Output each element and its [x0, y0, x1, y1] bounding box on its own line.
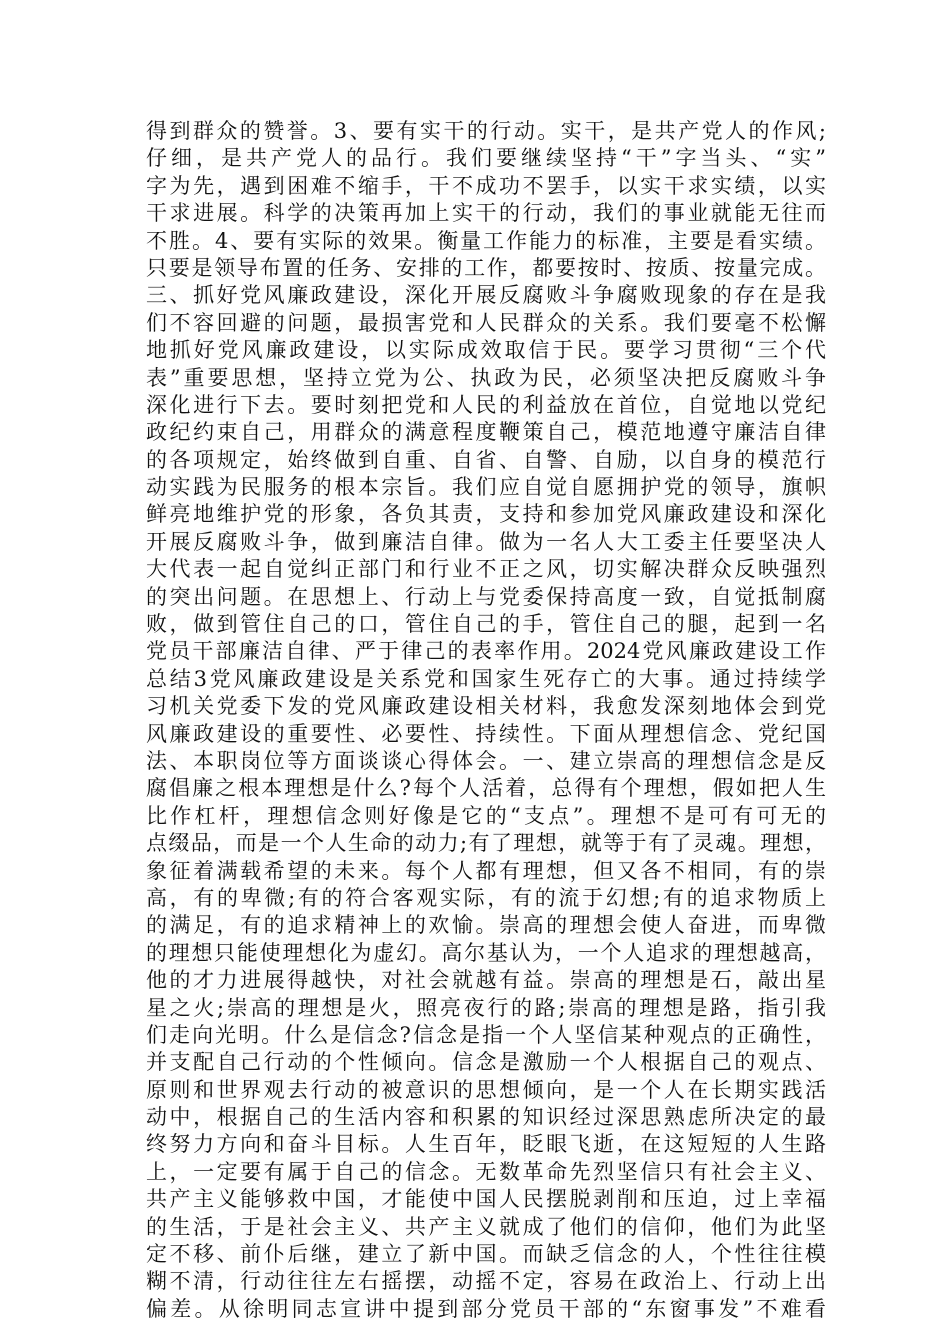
- text-line: 的满足，有的追求精神上的欢愉。崇高的理想会使人奋进，而卑微: [146, 913, 826, 938]
- text-line: 表”重要思想，坚持立党为公、执政为民，必须坚决把反腐败斗争: [146, 365, 826, 390]
- text-line: 动中，根据自己的生活内容和积累的知识经过深思熟虑所决定的最: [146, 1105, 826, 1130]
- text-line: 终努力方向和奋斗目标。人生百年，眨眼飞逝，在这短短的人生路: [146, 1132, 826, 1157]
- text-line: 星之火;崇高的理想是火，照亮夜行的路;崇高的理想是路，指引我: [146, 995, 826, 1020]
- text-line: 地抓好党风廉政建设，以实际成效取信于民。要学习贯彻“三个代: [146, 338, 826, 363]
- text-line: 上，一定要有属于自己的信念。无数革命先烈坚信只有社会主义、: [146, 1159, 826, 1184]
- text-line: 仔细，是共产党人的品行。我们要继续坚持“干”字当头、“实”: [146, 146, 826, 171]
- text-line: 干求进展。科学的决策再加上实干的行动，我们的事业就能无往而: [146, 201, 826, 226]
- text-line: 动实践为民服务的根本宗旨。我们应自觉自愿拥护党的领导，旗帜: [146, 475, 826, 500]
- text-line: 的生活，于是社会主义、共产主义就成了他们的信仰，他们为此坚: [146, 1214, 826, 1239]
- text-line: 定不移、前仆后继，建立了新中国。而缺乏信念的人，个性往往模: [146, 1242, 826, 1267]
- text-line: 点缀品，而是一个人生命的动力;有了理想，就等于有了灵魂。理想，: [146, 831, 826, 856]
- text-line: 并支配自己行动的个性倾向。信念是激励一个人根据自己的观点、: [146, 1050, 826, 1075]
- text-line: 字为先，遇到困难不缩手，干不成功不罢手，以实干求实绩，以实: [146, 173, 826, 198]
- text-line: 偏差。从徐明同志宣讲中提到部分党员干部的“东窗事发”不难看: [146, 1296, 826, 1321]
- text-line: 共产主义能够救中国，才能使中国人民摆脱剥削和压迫，过上幸福: [146, 1187, 826, 1212]
- text-line: 习机关党委下发的党风廉政建设相关材料，我愈发深刻地体会到党: [146, 694, 826, 719]
- text-line: 他的才力进展得越快，对社会就越有益。崇高的理想是石，敲出星: [146, 968, 826, 993]
- text-line: 风廉政建设的重要性、必要性、持续性。下面从理想信念、党纪国: [146, 721, 826, 746]
- text-line: 政纪约束自己，用群众的满意程度鞭策自己，模范地遵守廉洁自律: [146, 420, 826, 445]
- text-line: 三、抓好党风廉政建设，深化开展反腐败斗争腐败现象的存在是我: [146, 283, 826, 308]
- text-line: 比作杠杆，理想信念则好像是它的“支点”。理想不是可有可无的: [146, 803, 826, 828]
- text-line: 的突出问题。在思想上、行动上与党委保持高度一致，自觉抵制腐: [146, 584, 826, 609]
- text-line: 的各项规定，始终做到自重、自省、自警、自励，以自身的模范行: [146, 447, 826, 472]
- text-line: 的理想只能使理想化为虚幻。高尔基认为，一个人追求的理想越高，: [146, 940, 826, 965]
- text-line: 开展反腐败斗争，做到廉洁自律。做为一名人大工委主任要坚决人: [146, 529, 826, 554]
- text-line: 总结3党风廉政建设是关系党和国家生死存亡的大事。通过持续学: [146, 666, 826, 691]
- text-line: 大代表一起自觉纠正部门和行业不正之风，切实解决群众反映强烈: [146, 557, 826, 582]
- body-text: [146, 118, 826, 1323]
- text-line: 不胜。4、要有实际的效果。衡量工作能力的标准，主要是看实绩。: [146, 228, 826, 253]
- text-line: 败，做到管住自己的口，管住自己的手，管住自己的腿，起到一名: [146, 612, 826, 637]
- text-line: 们不容回避的问题，最损害党和人民群众的关系。我们要毫不松懈: [146, 310, 826, 335]
- text-line: 象征着满载希望的未来。每个人都有理想，但又各不相同，有的崇: [146, 858, 826, 883]
- text-line: 腐倡廉之根本理想是什么?每个人活着，总得有个理想，假如把人生: [146, 776, 826, 801]
- text-line: 高，有的卑微;有的符合客观实际，有的流于幻想;有的追求物质上: [146, 885, 826, 910]
- text-line: 党员干部廉洁自律、严于律己的表率作用。2024党风廉政建设工作: [146, 639, 826, 664]
- text-line: 原则和世界观去行动的被意识的思想倾向，是一个人在长期实践活: [146, 1077, 826, 1102]
- text-line: 深化进行下去。要时刻把党和人民的利益放在首位，自觉地以党纪: [146, 392, 826, 417]
- text-line: 糊不清，行动往往左右摇摆，动摇不定，容易在政治上、行动上出: [146, 1269, 826, 1294]
- text-line: 得到群众的赞誉。3、要有实干的行动。实干，是共产党人的作风;: [146, 119, 826, 143]
- text-line: 只要是领导布置的任务、安排的工作，都要按时、按质、按量完成。: [146, 255, 826, 280]
- text-line: 法、本职岗位等方面谈谈心得体会。一、建立崇高的理想信念是反: [146, 748, 826, 773]
- text-line: 鲜亮地维护党的形象，各负其责，支持和参加党风廉政建设和深化: [146, 502, 826, 527]
- text-line: 们走向光明。什么是信念?信念是指一个人坚信某种观点的正确性，: [146, 1022, 826, 1047]
